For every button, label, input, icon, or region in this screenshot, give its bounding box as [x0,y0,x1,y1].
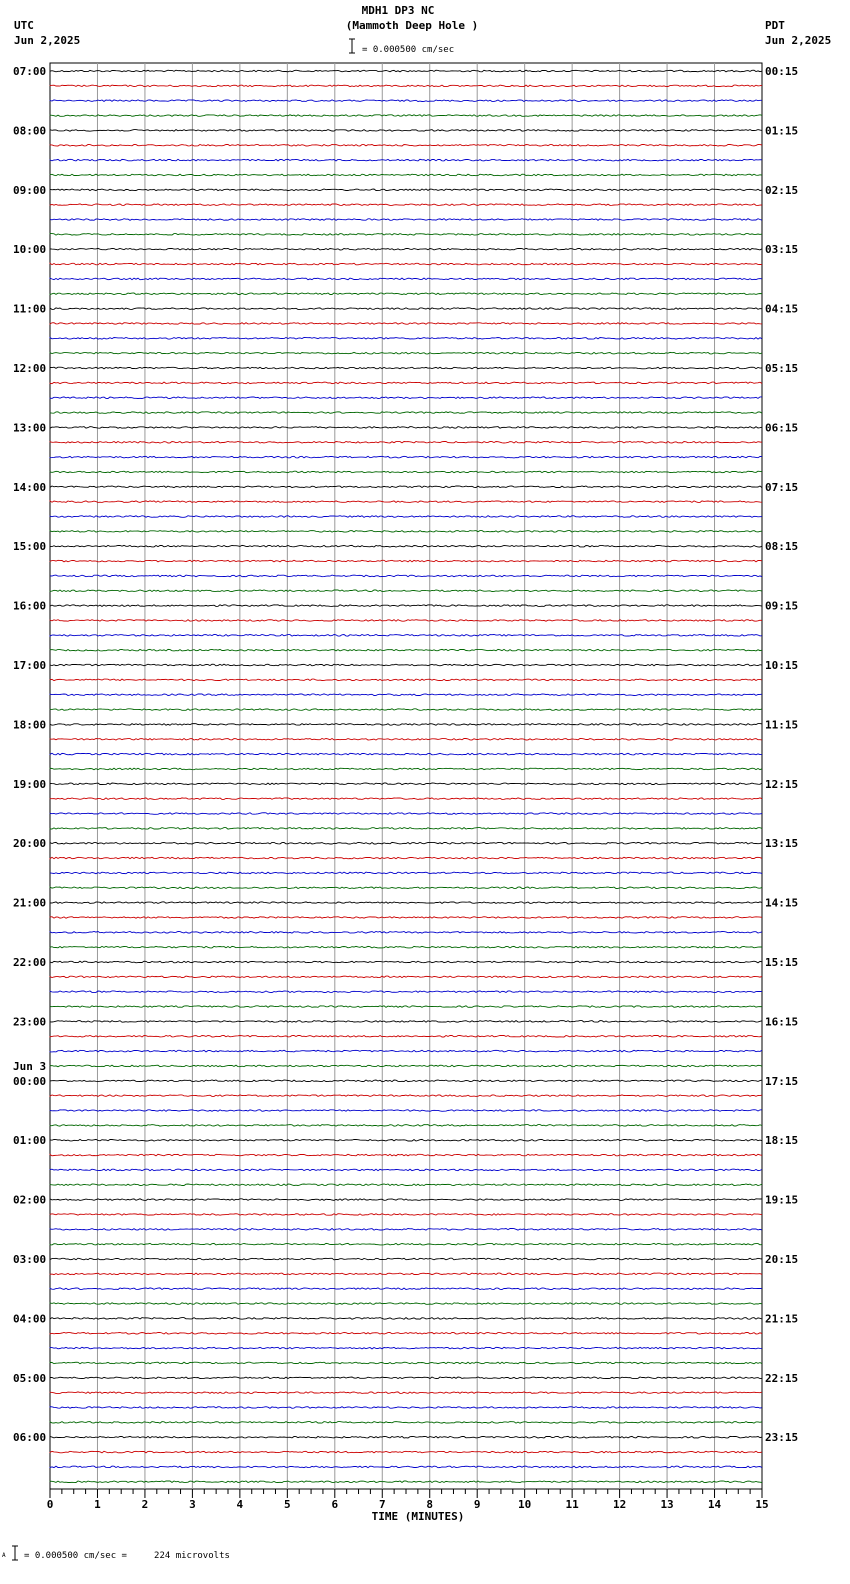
seismic-trace [50,1199,762,1201]
utc-hour-label: 21:00 [13,896,47,910]
seismic-trace [50,961,762,963]
utc-hour-label: 13:00 [13,421,47,435]
seismic-trace [50,932,762,934]
seismic-trace [50,709,762,711]
seismic-trace [50,70,762,72]
seismic-trace [50,486,762,488]
seismic-trace [50,471,762,473]
x-tick-label: 7 [378,1498,386,1511]
seismic-trace [50,1303,762,1305]
seismic-trace [50,367,762,369]
date-change-label: Jun 3 [13,1059,47,1073]
x-tick-label: 10 [518,1498,532,1511]
seismic-trace [50,1229,762,1231]
left-date: Jun 2,2025 [14,34,81,47]
utc-hour-label: 23:00 [13,1015,47,1029]
x-tick-label: 1 [94,1498,101,1511]
seismic-trace [50,1021,762,1023]
utc-hour-label: 01:00 [13,1134,47,1148]
seismic-trace [50,946,762,948]
utc-hour-label: 08:00 [13,124,47,138]
utc-hour-label: 05:00 [13,1371,47,1385]
seismic-trace [50,590,762,592]
pdt-hour-label: 10:15 [765,659,799,672]
utc-hour-label: 11:00 [13,302,47,316]
seismic-trace [50,575,762,577]
seismic-trace [50,248,762,250]
seismic-trace [50,605,762,607]
seismic-trace [50,1422,762,1424]
x-tick-label: 3 [189,1498,196,1511]
seismic-trace [50,857,762,859]
seismic-trace [50,1184,762,1186]
utc-hour-label: 09:00 [13,183,47,197]
x-tick-label: 11 [565,1498,579,1511]
seismic-trace [50,219,762,221]
seismic-trace [50,1169,762,1171]
pdt-hour-label: 16:15 [765,1015,799,1029]
utc-hour-label: 12:00 [13,362,47,375]
seismic-trace [50,100,762,102]
seismic-trace [50,531,762,533]
seismic-trace [50,991,762,993]
utc-hour-label: 14:00 [13,480,47,494]
corner-mark: A [2,1552,6,1559]
seismic-trace [50,1377,762,1379]
seismic-trace [50,1006,762,1008]
seismic-trace [50,115,762,117]
seismic-trace [50,456,762,458]
scale-label: = 0.000500 cm/sec [362,45,455,55]
utc-hour-label: 20:00 [13,837,47,851]
pdt-hour-label: 22:15 [765,1371,799,1385]
x-tick-label: 8 [426,1498,434,1511]
x-tick-label: 5 [284,1498,291,1511]
seismic-trace [50,1451,762,1453]
seismic-trace [50,1139,762,1141]
footer-scale-label: = 0.000500 cm/sec = 224 microvolts [24,1551,230,1561]
seismic-trace [50,1065,762,1067]
pdt-hour-label: 12:15 [765,777,799,791]
x-tick-label: 4 [236,1498,244,1511]
pdt-hour-label: 09:15 [765,599,799,613]
seismic-trace [50,1154,762,1156]
seismic-trace [50,263,762,265]
seismic-trace [50,338,762,340]
seismic-trace [50,798,762,800]
utc-hour-label: 04:00 [13,1312,47,1326]
pdt-hour-label: 21:15 [765,1312,799,1326]
seismic-trace [50,427,762,429]
seismic-trace [50,308,762,310]
seismic-trace [50,1288,762,1290]
seismic-trace [50,560,762,562]
pdt-hour-label: 03:15 [765,243,799,257]
pdt-hour-label: 15:15 [765,956,799,969]
seismic-trace [50,694,762,696]
seismic-trace [50,1407,762,1409]
seismic-trace [50,739,762,741]
x-tick-label: 12 [612,1498,627,1511]
seismic-trace [50,842,762,844]
seismic-trace [50,679,762,681]
utc-hour-label: 19:00 [13,777,47,791]
x-tick-label: 9 [473,1498,481,1511]
x-tick-label: 0 [46,1498,54,1511]
seismic-trace [50,1080,762,1082]
seismic-trace [50,323,762,325]
seismic-trace [50,130,762,132]
station-location: (Mammoth Deep Hole ) [345,19,479,32]
left-timezone: UTC [14,19,34,32]
x-tick-label: 14 [707,1498,722,1511]
seismic-trace [50,902,762,904]
seismic-trace [50,1481,762,1483]
utc-hour-label: 18:00 [13,718,47,732]
pdt-hour-label: 18:15 [765,1134,799,1148]
utc-hour-label: 02:00 [13,1193,47,1207]
seismic-trace [50,635,762,637]
seismic-trace [50,887,762,889]
x-tick-label: 2 [141,1498,149,1511]
seismic-trace [50,1243,762,1245]
seismic-trace [50,917,762,919]
right-date: Jun 2,2025 [765,34,832,47]
pdt-hour-label: 13:15 [765,837,799,851]
utc-hour-label: 03:00 [13,1253,47,1266]
pdt-hour-label: 11:15 [765,718,799,732]
pdt-hour-label: 17:15 [765,1074,799,1088]
seismic-trace [50,1318,762,1320]
pdt-hour-label: 07:15 [765,480,799,494]
seismic-trace [50,1392,762,1394]
pdt-hour-label: 00:15 [765,65,799,78]
seismic-trace [50,1273,762,1275]
pdt-hour-label: 02:15 [765,183,799,197]
utc-hour-label: 00:00 [13,1074,47,1088]
seismic-trace [50,397,762,399]
pdt-hour-label: 04:15 [765,302,799,316]
seismic-trace [50,1258,762,1260]
seismic-trace [50,412,762,414]
seismic-trace [50,620,762,622]
utc-hour-label: 07:00 [13,65,47,78]
pdt-hour-label: 14:15 [765,896,799,910]
utc-hour-label: 16:00 [13,599,47,613]
seismic-trace [50,1333,762,1335]
seismic-trace [50,1110,762,1112]
seismic-trace [50,724,762,726]
x-tick-label: 13 [660,1498,674,1511]
seismic-trace [50,664,762,666]
seismic-trace [50,1036,762,1038]
seismic-trace [50,382,762,384]
seismic-trace [50,649,762,651]
x-tick-label: 6 [331,1498,339,1511]
seismic-trace [50,174,762,176]
seismic-trace [50,828,762,830]
seismic-trace [50,1214,762,1216]
seismic-trace [50,768,762,770]
seismic-trace [50,516,762,518]
station-title: MDH1 DP3 NC [361,4,435,17]
pdt-hour-label: 06:15 [765,421,799,435]
seismic-trace [50,545,762,547]
seismic-trace [50,1347,762,1349]
seismic-trace [50,783,762,785]
seismic-trace [50,85,762,87]
seismic-trace [50,1436,762,1438]
seismic-trace [50,278,762,280]
pdt-hour-label: 08:15 [765,540,799,554]
pdt-hour-label: 20:15 [765,1253,799,1266]
seismic-trace [50,976,762,978]
seismic-trace [50,293,762,295]
seismic-trace [50,1095,762,1097]
seismic-trace [50,442,762,444]
pdt-hour-label: 19:15 [765,1193,799,1207]
x-axis-label: TIME (MINUTES) [371,1510,465,1523]
utc-hour-label: 06:00 [13,1431,47,1445]
seismic-trace [50,753,762,755]
utc-hour-label: 15:00 [13,540,47,554]
seismic-trace [50,813,762,815]
pdt-hour-label: 23:15 [765,1431,799,1445]
plot-frame [50,63,762,1489]
pdt-hour-label: 01:15 [765,124,799,138]
pdt-hour-label: 05:15 [765,362,799,375]
seismic-trace [50,234,762,236]
utc-hour-label: 10:00 [13,243,47,257]
seismic-trace [50,501,762,503]
seismic-trace [50,1125,762,1127]
seismic-trace [50,352,762,354]
utc-hour-label: 22:00 [13,956,47,969]
seismic-trace [50,1050,762,1052]
right-timezone: PDT [765,19,785,32]
seismic-trace [50,159,762,161]
x-tick-label: 15 [755,1498,769,1511]
seismic-trace [50,872,762,874]
utc-hour-label: 17:00 [13,659,47,672]
seismic-trace [50,1362,762,1364]
seismic-trace [50,145,762,147]
seismic-trace [50,189,762,191]
seismic-trace [50,1466,762,1468]
seismic-trace [50,204,762,206]
